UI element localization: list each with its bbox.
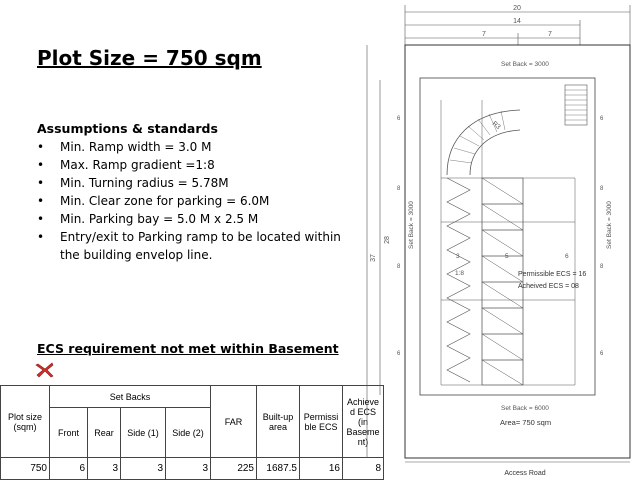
col-dim-2: 5 [505,253,509,260]
cell-side1: 3 [121,458,166,480]
assumptions-heading: Assumptions & standards [37,121,218,136]
ecs-requirement-note: ECS requirement not met within Basement [37,341,339,356]
setback-bottom-label: Set Back = 6000 [501,405,549,412]
cell-side2: 3 [166,458,211,480]
right-dim-1: 6 [600,116,604,122]
cell-builtup: 1687.5 [257,458,300,480]
side2-header: Side (2) [166,408,211,458]
dim-top-outer: 20 [513,5,521,12]
table-row [1,458,384,480]
dim-top-inner: 14 [513,18,521,25]
col-dim-1: 3 [456,253,460,260]
col-dim-3: 6 [565,253,569,260]
cell-far: 225 [211,458,257,480]
dim-left-inner: 28 [384,236,391,244]
cell-rear: 3 [88,458,121,480]
cell-achieved-ecs: 8 [343,458,384,480]
right-dim-4: 6 [600,351,604,357]
set-backs-header: Set Backs [50,386,211,408]
front-header: Front [50,408,88,458]
cell-permissible-ecs: 16 [300,458,343,480]
right-dim-3: 8 [600,264,604,270]
gradient-label: 1:8 [455,270,465,277]
setback-left-label: Set Back = 3000 [408,201,415,249]
permissible-ecs-header: Permissi ble ECS [300,386,343,458]
list-item: • Min. Parking bay = 5.0 M x 2.5 M [37,210,347,228]
dim-top-right: 7 [548,31,552,38]
achieved-ecs-header: Achieve d ECS (in Baseme nt) [343,386,384,458]
setbacks-table [0,385,384,480]
access-road-label: Access Road [504,470,546,477]
cell-plot-size: 750 [1,458,50,480]
list-item: • Min. Ramp width = 3.0 M [37,138,347,156]
permissible-ecs-label: Permissible ECS = 16 [518,271,587,278]
setback-top-label: Set Back = 3000 [501,61,549,68]
assumptions-list [37,138,347,264]
plot-size-header: Plot size (sqm) [1,386,50,458]
right-dim-2: 8 [600,186,604,192]
cross-icon [35,362,55,378]
side1-header: Side (1) [121,408,166,458]
far-header: FAR [211,386,257,458]
setback-right-label: Set Back = 3000 [606,201,613,249]
list-item: • Min. Turning radius = 5.78M [37,174,347,192]
builtup-header: Built-up area [257,386,300,458]
achieved-ecs-label: Acheived ECS = 08 [518,283,579,290]
site-plan-drawing [360,0,638,479]
left-dim-4: 6 [397,351,401,357]
dim-left-outer: 37 [370,254,377,262]
dim-top-left: 7 [482,31,486,38]
list-item: • Min. Clear zone for parking = 6.0M [37,192,347,210]
rear-header: Rear [88,408,121,458]
left-dim-1: 6 [397,116,401,122]
area-label: Area= 750 sqm [500,418,552,427]
page-title: Plot Size = 750 sqm [37,46,262,70]
left-dim-3: 8 [397,264,401,270]
left-dim-2: 8 [397,186,401,192]
ramp-label: R3 [490,120,502,131]
cell-front: 6 [50,458,88,480]
list-item: • Entry/exit to Parking ramp to be located within the building envelop line. [37,228,347,264]
list-item: • Max. Ramp gradient =1:8 [37,156,347,174]
